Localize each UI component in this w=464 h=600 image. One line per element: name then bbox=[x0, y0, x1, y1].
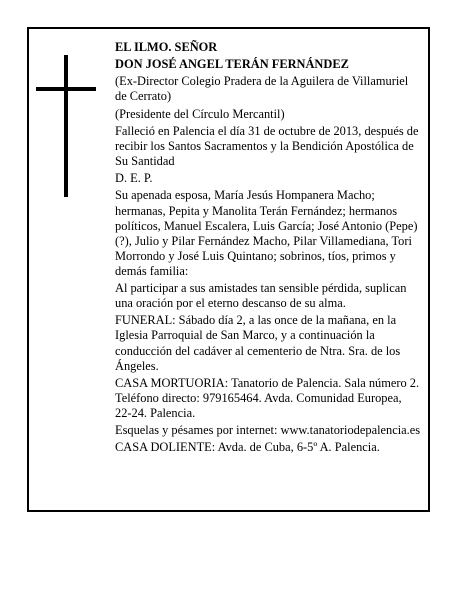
obituary-text bbox=[115, 40, 421, 458]
online-condolences: Esquelas y pésames por internet: www.tanatoriodepalencia.es bbox=[115, 423, 421, 438]
cross-vertical-bar bbox=[64, 55, 68, 197]
funeral-details: FUNERAL: Sábado día 2, a las once de la mañana, en la Iglesia Parroquial de San Marco, y a continuación la conducción del cadáver al cementerio de Ntra. Sra. de los Ángeles. bbox=[115, 313, 401, 373]
deceased-name: DON JOSÉ ANGEL TERÁN FERNÁNDEZ bbox=[115, 57, 349, 72]
cross-horizontal-bar bbox=[36, 87, 96, 91]
rest-in-peace: D. E. P. bbox=[115, 171, 153, 186]
cross-icon bbox=[36, 55, 96, 197]
death-announcement: Falleció en Palencia el día 31 de octubre de 2013, después de recibir los Santos Sacramentos y la Bendición Apostólica de Su Santidad bbox=[115, 123, 419, 169]
family-home-address: CASA DOLIENTE: Avda. de Cuba, 6-5º A. Palencia. bbox=[115, 440, 380, 455]
family-list: Su apenada esposa, María Jesús Hompanera Macho; hermanas, Pepita y Manolita Terán Fernández; hermanos políticos, Manuel Escalera, Luis García; José Antonio (Pepe) (?), Julio y Pilar Fernández Macho, Pilar Villamediana, Tori Morrondo y José Luis Quintano; sobrinos, tíos, primos y demás familia: bbox=[115, 188, 418, 278]
prayer-request: Al participar a sus amistades tan sensible pérdida, suplican una oración por el eterno descanso de su alma. bbox=[115, 281, 407, 311]
honorific-title: EL ILMO. SEÑOR bbox=[115, 40, 218, 54]
funeral-home-details: CASA MORTUORIA: Tanatorio de Palencia. Sala número 2. Teléfono directo: 979165464. Avda. Comunidad Europea, 22-24. Palencia. bbox=[115, 375, 420, 420]
former-role: (Ex-Director Colegio Pradera de la Aguilera de Villamuriel de Cerrato) bbox=[115, 74, 409, 104]
presidency-role: (Presidente del Círculo Mercantil) bbox=[115, 106, 285, 121]
